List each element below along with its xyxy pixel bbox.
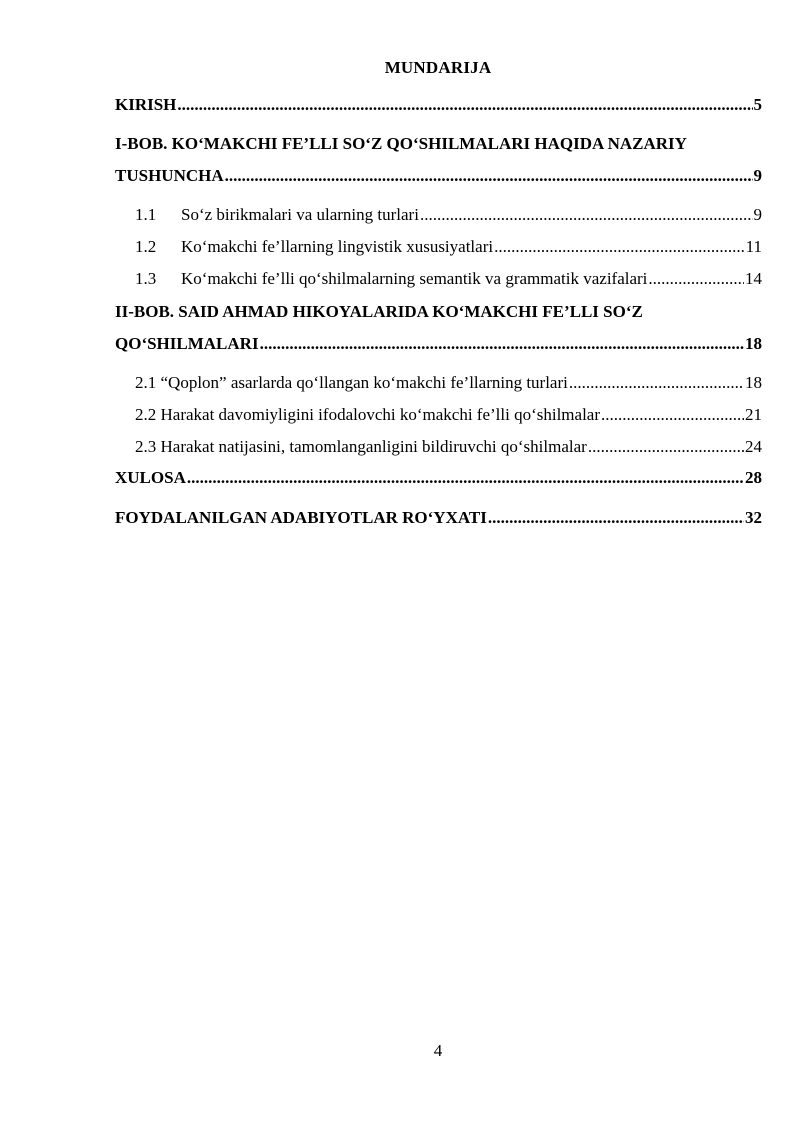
dot-leader (569, 373, 744, 393)
toc-chapter2-heading-line1[interactable]: II-BOB. SAID AHMAD HIKOYALARIDA KO‘MAKCHI FE’LLI SO‘Z (115, 302, 643, 321)
toc-page-number: 18 (745, 373, 762, 392)
dot-leader (177, 95, 752, 115)
toc-page-number: 5 (753, 95, 762, 114)
dot-leader (648, 269, 744, 289)
toc-entry-section-2-3[interactable] (135, 437, 762, 457)
section-number: 1.2 (135, 237, 157, 256)
section-title: Ko‘makchi fe’lli qo‘shilmalarning semantik va grammatik vazifalari (181, 269, 648, 288)
toc-entry-section-1-3[interactable] (135, 269, 762, 289)
dot-leader (187, 468, 744, 488)
toc-page-number: 28 (745, 468, 762, 487)
section-title: Ko‘makchi fe’llarning lingvistik xususiyatlari (181, 237, 494, 256)
dot-leader (225, 166, 753, 186)
toc-page-number: 18 (745, 334, 762, 353)
toc-entry-kirish[interactable] (115, 95, 762, 115)
dot-leader (588, 437, 744, 457)
toc-entry-section-1-1[interactable] (135, 205, 762, 225)
toc-page-number: 9 (753, 166, 762, 185)
dot-leader (420, 205, 753, 225)
dot-leader (488, 508, 744, 528)
toc-page-number: 32 (745, 508, 762, 527)
toc-page-number: 24 (745, 437, 762, 456)
toc-entry-section-2-2[interactable] (135, 405, 762, 425)
toc-entry-label: XULOSA (115, 468, 186, 487)
toc-entry-section-2-1[interactable] (135, 373, 762, 393)
toc-page-number: 11 (745, 237, 762, 256)
section-title: 2.3 Harakat natijasini, tamomlanganligini bildiruvchi qo‘shilmalar (135, 437, 587, 456)
page-title: MUNDARIJA (384, 58, 492, 77)
toc-entry-label: TUSHUNCHA (115, 166, 224, 185)
section-number: 1.1 (135, 205, 157, 224)
toc-entry-label: FOYDALANILGAN ADABIYOTLAR RO‘YXATI (115, 508, 487, 527)
dot-leader (494, 237, 745, 257)
toc-entry-adabiyotlar[interactable] (115, 508, 762, 528)
toc-entry-chapter1[interactable] (115, 166, 762, 186)
toc-page-number: 9 (753, 205, 762, 224)
toc-entry-label: KIRISH (115, 95, 177, 114)
dot-leader (260, 334, 744, 354)
toc-entry-section-1-2[interactable] (135, 237, 762, 257)
section-title: 2.2 Harakat davomiyligini ifodalovchi ko‘makchi fe’lli qo‘shilmalar (135, 405, 601, 424)
toc-chapter1-heading-line1[interactable]: I-BOB. KO‘MAKCHI FE’LLI SO‘Z QO‘SHILMALARI HAQIDA NAZARIY (115, 134, 687, 153)
toc-entry-label: QO‘SHILMALARI (115, 334, 259, 353)
toc-entry-xulosa[interactable] (115, 468, 762, 488)
section-number: 1.3 (135, 269, 157, 288)
dot-leader (601, 405, 744, 425)
toc-entry-chapter2[interactable] (115, 334, 762, 354)
toc-page-number: 21 (745, 405, 762, 424)
page-number: 4 (433, 1041, 443, 1060)
section-title: So‘z birikmalari va ularning turlari (181, 205, 419, 224)
toc-page-number: 14 (745, 269, 762, 288)
section-title: 2.1 “Qoplon” asarlarda qo‘llangan ko‘makchi fe’llarning turlari (135, 373, 568, 392)
